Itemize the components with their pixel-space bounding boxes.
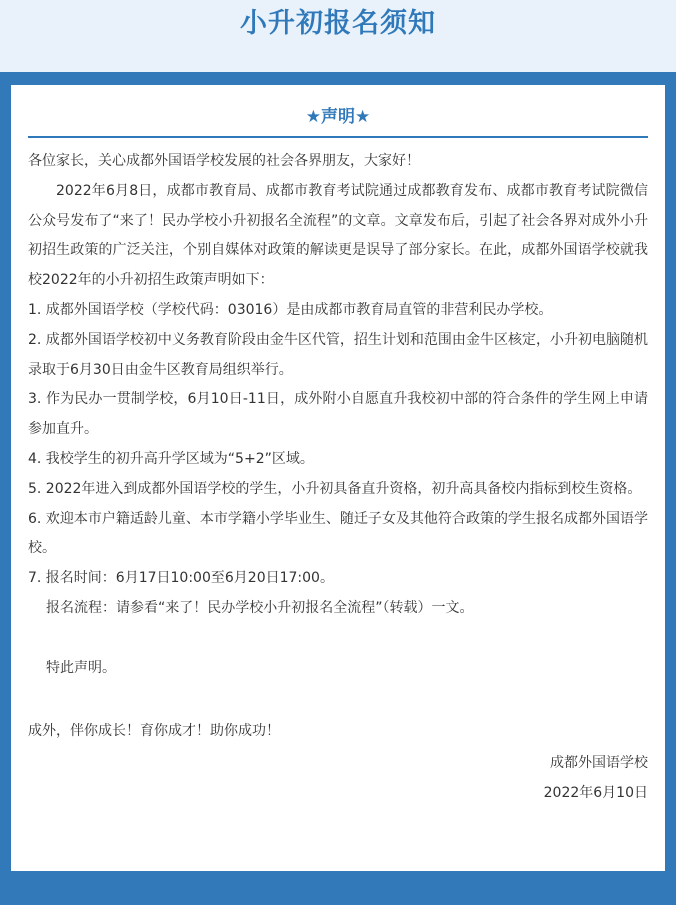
intro-paragraph: 2022年6月8日，成都市教育局、成都市教育考试院通过成都教育发布、成都市教育考试院微信公众号发布了“来了！民办学校小升初报名全流程”的文章。文章发布后，引起了社会各界对成外小升初招生政策的广泛关注，个别自媒体对政策的解读更是误导了部分家长。在此，成都外国语学校就我校2022年的小升初招生政策声明如下：: [28, 182, 648, 289]
notice-item-3: 3. 作为民办一贯制学校，6月10日-11日，成外附小自愿直升我校初中部的符合条件的学生网上申请参加直升。: [28, 391, 648, 438]
notice-item-4: 4. 我校学生的初升高升学区域为“5+2”区域。: [28, 450, 314, 467]
notice-item-2: 2. 成都外国语学校初中义务教育阶段由金牛区代管，招生计划和范围由金牛区核定，小升初电脑随机录取于6月30日由金牛区教育局组织举行。: [28, 331, 648, 378]
spacer: [28, 624, 648, 654]
notice-item-1: 1. 成都外国语学校（学校代码：03016）是由成都市教育局直管的非营利民办学校。: [28, 301, 553, 318]
notice-item-5: 5. 2022年进入到成都外国语学校的学生，小升初具备直升资格，初升高具备校内指标到校生资格。: [28, 480, 642, 497]
notice-heading: ★声明★: [305, 107, 371, 127]
closing-text: 特此声明。: [46, 659, 116, 676]
slogan-text: 成外，伴你成长！育你成才！助你成功！: [28, 723, 280, 740]
notice-card: [11, 85, 665, 871]
process-text: 报名流程：请参看“来了！民办学校小升初报名全流程”（转载）一文。: [46, 599, 474, 616]
spacer: [28, 683, 648, 717]
notice-body: [28, 147, 648, 809]
notice-item-6: 6. 欢迎本市户籍适龄儿童、本市学籍小学毕业生、随迁子女及其他符合政策的学生报名成都外国语学校。: [28, 510, 648, 557]
heading-divider: [28, 136, 648, 138]
page-title: 小升初报名须知: [240, 8, 436, 39]
greeting-text: 各位家长，关心成都外国语学校发展的社会各界朋友，大家好！: [28, 153, 420, 169]
notice-item-7: 7. 报名时间：6月17日10:00至6月20日17:00。: [28, 570, 334, 587]
signature-text: 成都外国语学校: [550, 755, 648, 772]
date-text: 2022年6月10日: [543, 784, 648, 801]
